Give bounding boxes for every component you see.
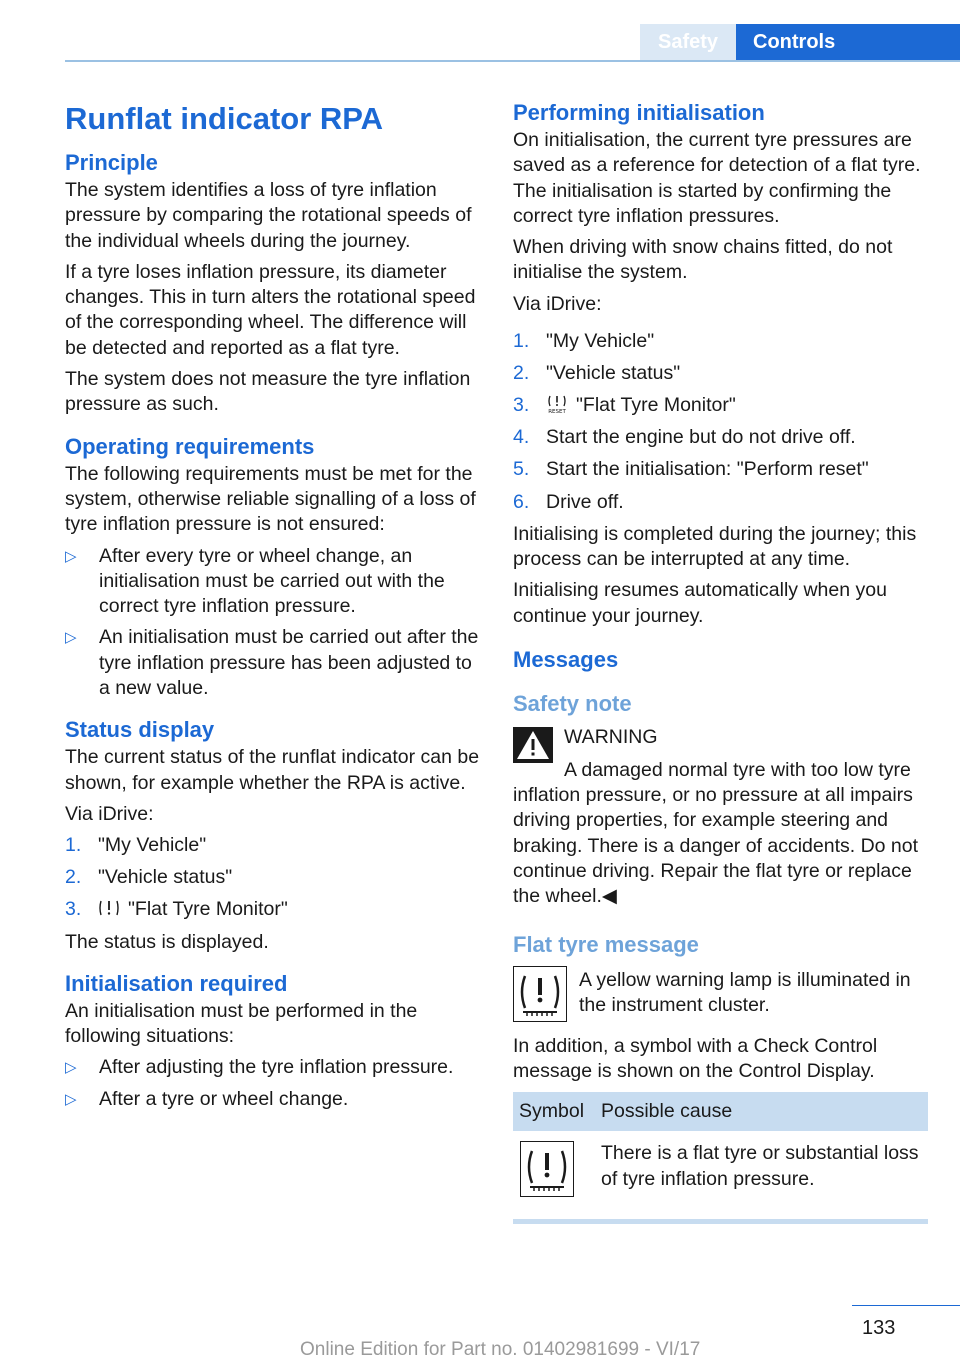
list-item: ▷ After adjusting the tyre inflation pressure. [65,1056,454,1079]
status-steps [65,833,480,922]
list-item: ▷ After every tyre or wheel change, an initialisation must be carried out with the correct tyre inflation pressure. [65,544,445,618]
page-title: Runflat indicator RPA [65,101,384,136]
messages-heading: Messages [513,646,619,672]
table-cell-symbol [513,1131,595,1214]
flat-tyre-lamp-icon [519,1141,575,1197]
right-column [513,98,931,1224]
initialisation-required-list [65,1055,480,1112]
principle-heading: Principle [65,150,158,175]
operating-requirements-heading: Operating requirements [65,433,315,459]
list-item: ▷ After a tyre or wheel change. [65,1087,349,1110]
warning-triangle-icon [513,727,553,763]
list-item: 6. Drive off. [513,490,624,513]
flat-tyre-reset-icon [546,394,568,414]
warning-block [513,725,931,910]
triangle-bullet-icon: ▷ [65,547,77,565]
performing-initialisation-heading: Performing initialisation [513,100,765,125]
flat-tyre-icon [98,898,120,918]
list-item: 3. RESET "Flat Tyre Monitor" [513,394,736,417]
flat-tyre-lamp-icon [513,966,567,1022]
triangle-bullet-icon: ▷ [65,1059,77,1077]
operating-requirements-paragraph: The following requirements must be met for the system, otherwise reliable signalling of a loss of tyre inflation pressure is not ensured: [65,462,476,536]
list-item: 1. "My Vehicle" [513,330,655,353]
table-bottom-rule [513,1219,928,1224]
principle-paragraph-2: If a tyre loses inflation pressure, its diameter changes. This in turn alters the rotational speed of the corresponding wheel. The difference will be detected and reported as a flat tyre. [65,260,476,359]
tab-controls: Controls [736,24,960,61]
table-row [513,1131,928,1214]
principle-paragraph-1: The system identifies a loss of tyre inflation pressure by comparing the rotational speeds of the individual wheels during the journey. [65,179,472,252]
table-header-row [513,1092,928,1131]
performing-via-idrive: Via iDrive: [513,292,602,315]
list-item: 2. "Vehicle status" [513,362,681,385]
column-header-symbol: Symbol [513,1092,595,1131]
performing-paragraph-3: Initialising is completed during the journey; this process can be interrupted at any time. [513,522,917,570]
status-result: The status is displayed. [65,930,269,953]
warning-text: A damaged normal tyre with too low tyre inflation pressure, or no pressure at all impairs driving properties, for example steering and braking. There is a danger of accidents. Do not continue driving. Repair the flat tyre or replace the wheel.◀ [513,758,919,908]
list-item: ▷ An initialisation must be carried out after the tyre inflation pressure has been adjusted to a new value. [65,626,479,700]
performing-paragraph-1: On initialisation, the current tyre pressures are saved as a reference for detection of a flat tyre. The initialisation is started by confirming the correct tyre inflation pressures. [513,129,921,227]
list-item: 4. Start the engine but do not drive off. [513,426,856,449]
flat-tyre-lamp-text: A yellow warning lamp is illuminated in the instrument cluster. [579,968,911,1016]
status-display-paragraph: The current status of the runflat indicator can be shown, for example whether the RPA is active. [65,746,480,794]
flat-tyre-message-heading: Flat tyre message [513,931,699,957]
list-item: 1. "My Vehicle" [65,834,207,857]
performing-steps [513,329,931,515]
triangle-bullet-icon: ▷ [65,1090,77,1108]
page-number: 133 [862,1317,896,1339]
status-via-idrive: Via iDrive: [65,802,154,825]
initialisation-required-paragraph: An initialisation must be performed in the following situations: [65,999,418,1048]
list-item: 5. Start the initialisation: "Perform reset" [513,458,869,481]
operating-requirements-list [65,544,480,702]
initialisation-required-heading: Initialisation required [65,970,288,996]
column-header-cause: Possible cause [595,1092,928,1131]
safety-note-heading: Safety note [513,690,632,716]
svg-text:RESET: RESET [548,409,566,415]
symbol-cause-table [513,1092,928,1214]
performing-paragraph-2: When driving with snow chains fitted, do not initialise the system. [513,236,893,284]
flat-tyre-lamp-block [513,968,931,1026]
tab-safety: Safety [640,24,736,61]
status-display-heading: Status display [65,717,215,743]
left-column [65,98,480,1118]
table-cell-cause: There is a flat tyre or substantial loss of tyre inflation pressure. [601,1142,919,1190]
warning-title: WARNING [564,725,658,748]
list-item: 3. "Flat Tyre Monitor" [65,898,288,921]
triangle-bullet-icon: ▷ [65,629,77,647]
list-item: 2. "Vehicle status" [65,866,233,889]
page-number-rule [852,1305,960,1306]
header-divider [65,60,960,62]
performing-paragraph-4: Initialising resumes automatically when you continue your journey. [513,579,887,627]
flat-tyre-paragraph: In addition, a symbol with a Check Control message is shown on the Control Display. [513,1034,878,1082]
principle-paragraph-3: The system does not measure the tyre inflation pressure as such. [65,368,471,416]
footer-edition: Online Edition for Part no. 01402981699 - VI/17 [300,1339,701,1360]
